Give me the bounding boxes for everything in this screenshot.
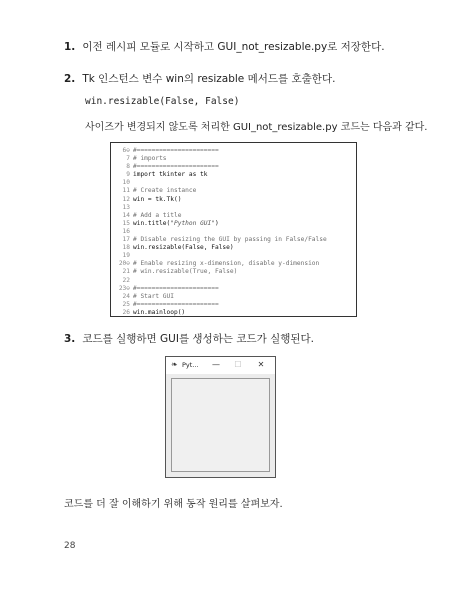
code-line (118, 301, 327, 309)
code-text: # Create instance (133, 187, 197, 195)
line-number: 15 (122, 219, 130, 227)
code-line (118, 155, 327, 163)
code-line (118, 293, 327, 301)
code-text: ) (214, 219, 219, 227)
close-button[interactable]: ✕ (257, 360, 265, 369)
line-number: 7 (126, 155, 130, 163)
code-line (118, 244, 327, 252)
code-text: #====================== (133, 300, 219, 308)
line-number: 20⊖ (118, 260, 130, 268)
code-line (118, 171, 327, 179)
code-text: #====================== (133, 147, 219, 154)
window-title: Pyt... (182, 361, 199, 369)
line-number: 24 (122, 292, 130, 300)
window-client-area (171, 378, 270, 472)
line-number: 25 (122, 300, 130, 308)
line-number: 23⊖ (118, 284, 130, 292)
line-number: 22 (122, 276, 130, 284)
gui-window-screenshot (165, 356, 276, 478)
code-line (118, 187, 327, 195)
step-number: 3. (64, 333, 76, 345)
code-line (118, 147, 327, 155)
step-3 (64, 332, 314, 346)
step-number: 1. (64, 41, 76, 53)
feather-icon: ❧ (171, 360, 178, 369)
minimize-button[interactable]: — (212, 360, 220, 369)
code-text: win = tk.Tk() (133, 195, 182, 203)
step-number: 2. (64, 73, 76, 85)
code-line (118, 220, 327, 228)
code-string: "Python GUI" (170, 219, 215, 227)
code-listing (110, 142, 357, 317)
line-number: 6⊖ (122, 147, 130, 154)
inline-code-snippet: win.resizable(False, False) (85, 96, 240, 107)
code-line (118, 236, 327, 244)
line-number: 8 (126, 163, 130, 171)
step-1 (64, 40, 385, 54)
line-number: 14 (122, 211, 130, 219)
code-text: # Add a title (133, 211, 182, 219)
code-text: # Disable resizing the GUI by passing in False/False (133, 236, 327, 244)
description-paragraph: 사이즈가 변경되지 않도록 처리한 GUI_not_resizable.py 코드는 다음과 같다. (85, 122, 428, 133)
code-line (118, 179, 327, 187)
line-number: 11 (122, 187, 130, 195)
code-line (118, 228, 327, 236)
code-line (118, 252, 327, 260)
code-text: # Enable resizing x-dimension, disable y-dimension (133, 260, 320, 268)
code-line (118, 285, 327, 293)
code-line (118, 204, 327, 212)
line-number: 12 (122, 195, 130, 203)
closing-paragraph: 코드를 더 잘 이해하기 위해 동작 원리를 살펴보자. (64, 499, 283, 510)
line-number: 26 (122, 308, 130, 316)
line-number: 19 (122, 252, 130, 260)
code-lines (118, 147, 327, 317)
code-text: import tkinter as tk (133, 171, 208, 179)
code-text: win.title( (133, 219, 171, 227)
code-text: win.resizable(False, False) (133, 244, 234, 252)
line-number: 16 (122, 227, 130, 235)
code-line (118, 268, 327, 276)
maximize-button: ☐ (234, 360, 242, 369)
code-line (118, 196, 327, 204)
step-2 (64, 72, 335, 86)
code-text: # Start GUI (133, 292, 174, 300)
line-number: 17 (122, 236, 130, 244)
line-number: 18 (122, 244, 130, 252)
code-text: # imports (133, 155, 167, 163)
line-number: 9 (126, 171, 130, 179)
window-titlebar (166, 357, 275, 374)
code-line (118, 163, 327, 171)
line-number: 10 (122, 179, 130, 187)
step-text: 코드를 실행하면 GUI를 생성하는 코드가 실행된다. (82, 333, 315, 345)
line-number: 13 (122, 203, 130, 211)
code-line (118, 212, 327, 220)
page-number: 28 (64, 541, 76, 551)
code-text: #====================== (133, 284, 219, 292)
code-text: win.mainloop() (133, 308, 186, 316)
code-text: #====================== (133, 163, 219, 171)
code-text: # win.resizable(True, False) (133, 268, 238, 276)
step-text: Tk 인스턴스 변수 win의 resizable 메서드를 호출한다. (82, 73, 336, 85)
step-text: 이전 레시피 모듈로 시작하고 GUI_not_resizable.py로 저장한다. (82, 41, 385, 53)
code-line (118, 309, 327, 317)
code-line (118, 260, 327, 268)
code-line (118, 277, 327, 285)
line-number: 21 (122, 268, 130, 276)
